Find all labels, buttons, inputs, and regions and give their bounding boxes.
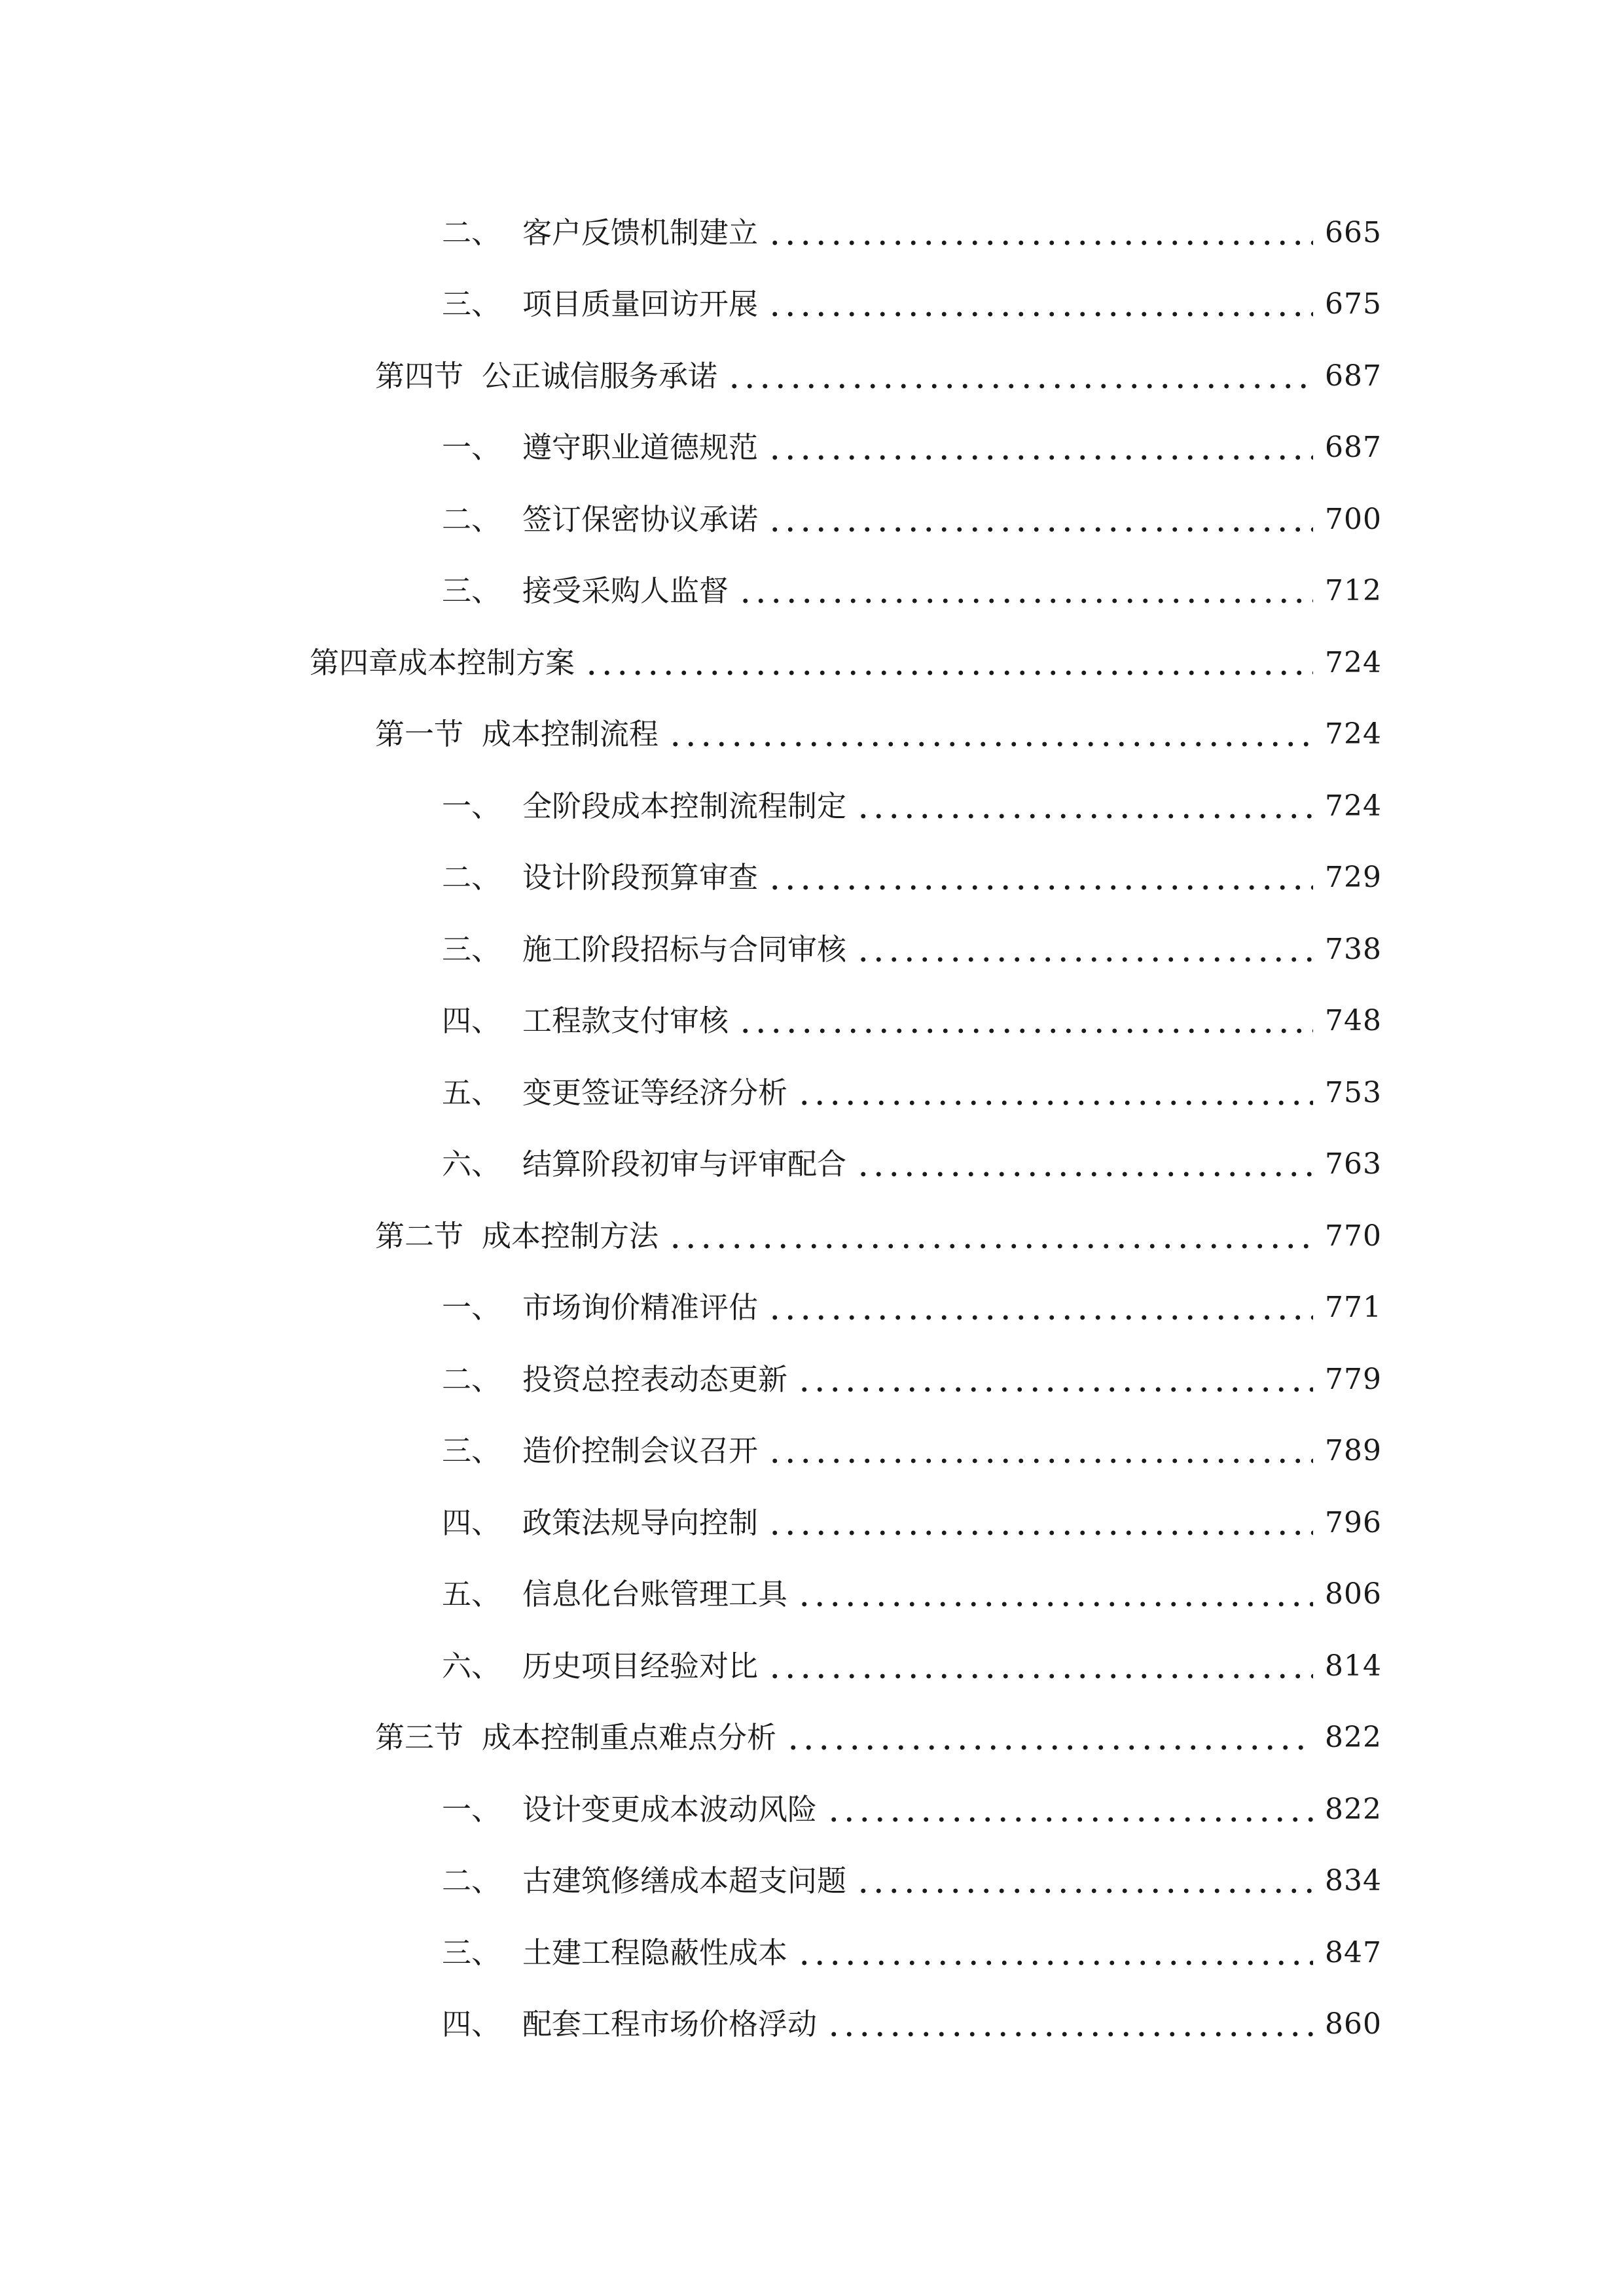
dot-leader	[856, 1153, 1313, 1179]
toc-entry-title: 信息化台账管理工具	[522, 1577, 788, 1611]
toc-entry-label	[442, 1503, 758, 1543]
toc-entry[interactable]	[375, 1712, 1382, 1757]
toc-entry-prefix: 六、	[442, 1147, 501, 1181]
toc-entry[interactable]	[442, 1568, 1382, 1614]
toc-entry-page: 770	[1325, 1219, 1382, 1253]
toc-entry[interactable]	[442, 852, 1382, 897]
toc-entry-page: 806	[1325, 1577, 1382, 1611]
toc-entry-prefix: 第四章	[310, 645, 399, 680]
toc-entry-title: 成本控制方案	[398, 645, 575, 680]
toc-entry-title: 成本控制重点难点分析	[482, 1720, 777, 1755]
toc-entry-label	[442, 1933, 787, 1973]
dot-leader	[738, 1009, 1313, 1035]
toc-entry-label	[442, 1073, 787, 1113]
toc-entry-title: 公正诚信服务承诺	[482, 359, 718, 393]
toc-entry-label	[442, 1145, 846, 1184]
toc-entry-label	[375, 715, 659, 754]
toc-entry[interactable]	[442, 1425, 1382, 1471]
toc-entry-title: 工程款支付审核	[522, 1003, 729, 1038]
toc-entry-prefix: 三、	[442, 287, 501, 321]
toc-entry-label	[375, 1718, 776, 1757]
toc-entry-label	[375, 1217, 659, 1256]
toc-entry-title: 配套工程市场价格浮动	[522, 2007, 818, 2041]
toc-entry-label	[310, 643, 575, 683]
toc-entry-page: 665	[1325, 216, 1382, 249]
dot-leader	[856, 1869, 1313, 1895]
dot-leader	[738, 579, 1313, 605]
toc-entry-page: 789	[1325, 1434, 1382, 1467]
dot-leader	[856, 795, 1313, 821]
toc-entry-title: 成本控制方法	[482, 1219, 659, 1253]
toc-entry-page: 687	[1325, 431, 1382, 464]
toc-entry-title: 结算阶段初审与评审配合	[522, 1147, 847, 1181]
toc-entry-title: 设计阶段预算审查	[522, 860, 759, 895]
toc-entry[interactable]	[442, 207, 1382, 253]
toc-entry-label	[442, 285, 758, 324]
toc-entry-prefix: 第四节	[375, 359, 464, 393]
toc-entry-label	[442, 213, 758, 253]
toc-entry-title: 历史项目经验对比	[522, 1649, 759, 1683]
dot-leader	[767, 1511, 1313, 1537]
dot-leader	[668, 723, 1313, 749]
toc-entry-prefix: 第二节	[375, 1219, 464, 1253]
dot-leader	[826, 2013, 1313, 2039]
toc-entry[interactable]	[442, 1138, 1382, 1184]
toc-entry-prefix: 三、	[442, 573, 501, 608]
toc-entry-label	[442, 1431, 758, 1471]
toc-entry[interactable]	[442, 278, 1382, 324]
toc-entry-label	[442, 1647, 758, 1686]
toc-entry-prefix: 六、	[442, 1649, 501, 1683]
toc-entry-label	[442, 858, 758, 897]
toc-entry-page: 724	[1325, 789, 1382, 823]
toc-entry[interactable]	[442, 1998, 1382, 2044]
toc-entry-title: 古建筑修缮成本超支问题	[522, 1863, 847, 1898]
toc-entry-title: 遵守职业道德规范	[522, 430, 759, 465]
dot-leader	[767, 1439, 1313, 1465]
toc-entry[interactable]	[442, 1282, 1382, 1327]
toc-entry-prefix: 五、	[442, 1577, 501, 1611]
toc-entry[interactable]	[442, 422, 1382, 467]
toc-entry-prefix: 二、	[442, 1863, 501, 1898]
toc-entry-prefix: 第三节	[375, 1720, 464, 1755]
toc-entry-page: 822	[1325, 1793, 1382, 1826]
toc-entry-title: 造价控制会议召开	[522, 1433, 759, 1468]
toc-entry-title: 签订保密协议承诺	[522, 502, 759, 537]
toc-entry[interactable]	[442, 1497, 1382, 1543]
toc-entry-label	[442, 1360, 787, 1399]
toc-entry[interactable]	[442, 1855, 1382, 1901]
toc-entry[interactable]	[442, 1354, 1382, 1399]
dot-leader	[797, 1081, 1313, 1107]
toc-entry-prefix: 一、	[442, 789, 501, 823]
toc-entry-prefix: 二、	[442, 502, 501, 537]
toc-entry-page: 771	[1325, 1291, 1382, 1324]
toc-entry-title: 全阶段成本控制流程制定	[522, 789, 847, 823]
toc-entry[interactable]	[442, 924, 1382, 969]
toc-entry-prefix: 四、	[442, 1003, 501, 1038]
toc-entry-title: 成本控制流程	[482, 717, 659, 751]
toc-entry-title: 政策法规导向控制	[522, 1505, 759, 1540]
toc-entry[interactable]	[442, 1067, 1382, 1113]
dot-leader	[767, 436, 1313, 462]
toc-entry-prefix: 五、	[442, 1075, 501, 1110]
dot-leader	[785, 1726, 1313, 1752]
toc-entry[interactable]	[442, 995, 1382, 1041]
toc-entry-prefix: 三、	[442, 1935, 501, 1970]
toc-entry-prefix: 一、	[442, 1290, 501, 1325]
toc-entry-page: 687	[1325, 359, 1382, 393]
toc-entry-prefix: 二、	[442, 1362, 501, 1397]
toc-entry-page: 729	[1325, 861, 1382, 894]
toc-entry[interactable]	[442, 1640, 1382, 1686]
toc-entry-title: 接受采购人监督	[522, 573, 729, 608]
toc-entry[interactable]	[442, 565, 1382, 611]
dot-leader	[668, 1225, 1313, 1251]
toc-entry-title: 项目质量回访开展	[522, 287, 759, 321]
toc-entry[interactable]	[442, 780, 1382, 826]
toc-entry-page: 779	[1325, 1363, 1382, 1396]
toc-entry-title: 设计变更成本波动风险	[522, 1792, 818, 1827]
toc-entry-page: 822	[1325, 1721, 1382, 1754]
toc-entry-page: 700	[1325, 503, 1382, 536]
dot-leader	[797, 1583, 1313, 1609]
toc-entry-title: 市场询价精准评估	[522, 1290, 759, 1325]
toc-entry-page: 814	[1325, 1649, 1382, 1683]
toc-entry-prefix: 三、	[442, 1433, 501, 1468]
toc-entry-page: 763	[1325, 1147, 1382, 1181]
dot-leader	[584, 651, 1313, 677]
toc-entry-title: 客户反馈机制建立	[522, 215, 759, 250]
toc-entry-title: 施工阶段招标与合同审核	[522, 932, 847, 967]
toc-entry[interactable]	[375, 1210, 1382, 1256]
toc-entry-page: 860	[1325, 2007, 1382, 2041]
toc-entry-label	[442, 1288, 758, 1327]
dot-leader	[767, 508, 1313, 534]
toc-entry-prefix: 第一节	[375, 717, 464, 751]
toc-entry[interactable]	[442, 1927, 1382, 1973]
toc-entry-page: 712	[1325, 574, 1382, 607]
dot-leader	[727, 365, 1313, 391]
toc-entry[interactable]	[375, 708, 1382, 754]
toc-entry-page: 834	[1325, 1864, 1382, 1897]
toc-entry-label	[442, 1575, 787, 1614]
toc-entry-label	[442, 930, 846, 969]
toc-entry-prefix: 三、	[442, 932, 501, 967]
toc-entry[interactable]	[375, 350, 1382, 396]
toc-entry-title: 土建工程隐蔽性成本	[522, 1935, 788, 1970]
toc-entry-label	[375, 357, 717, 396]
dot-leader	[767, 1296, 1313, 1322]
toc-entry-page: 738	[1325, 933, 1382, 966]
dot-leader	[856, 938, 1313, 964]
toc-entry-title: 投资总控表动态更新	[522, 1362, 788, 1397]
dot-leader	[767, 293, 1313, 319]
toc-entry-label	[442, 2005, 817, 2044]
toc-entry-prefix: 二、	[442, 860, 501, 895]
toc-entry-page: 748	[1325, 1004, 1382, 1037]
toc-entry-label	[442, 1001, 729, 1041]
toc-entry-prefix: 四、	[442, 1505, 501, 1540]
dot-leader	[797, 1941, 1313, 1967]
dot-leader	[767, 866, 1313, 892]
toc-entry-label	[442, 1861, 846, 1901]
toc-entry[interactable]	[310, 637, 1382, 683]
toc-entry-prefix: 一、	[442, 430, 501, 465]
toc-entry-page: 724	[1325, 717, 1382, 751]
toc-entry-label	[442, 787, 846, 826]
toc-entry-label	[442, 428, 758, 467]
toc-entry-title: 变更签证等经济分析	[522, 1075, 788, 1110]
toc-entry-label	[442, 571, 729, 611]
dot-leader	[797, 1368, 1313, 1394]
toc-entry-prefix: 一、	[442, 1792, 501, 1827]
toc-entry-page: 753	[1325, 1076, 1382, 1109]
toc-entry-page: 847	[1325, 1936, 1382, 1969]
dot-leader	[767, 221, 1313, 247]
toc-entry-label	[442, 500, 758, 539]
toc-entry-label	[442, 1790, 817, 1829]
toc-entry-prefix: 四、	[442, 2007, 501, 2041]
toc-entry-page: 724	[1325, 646, 1382, 679]
dot-leader	[826, 1798, 1313, 1824]
toc-entry[interactable]	[442, 1784, 1382, 1829]
toc-entry-page: 675	[1325, 287, 1382, 321]
toc-entry-page: 796	[1325, 1506, 1382, 1539]
dot-leader	[767, 1655, 1313, 1681]
toc-entry[interactable]	[442, 493, 1382, 539]
toc-entry-prefix: 二、	[442, 215, 501, 250]
